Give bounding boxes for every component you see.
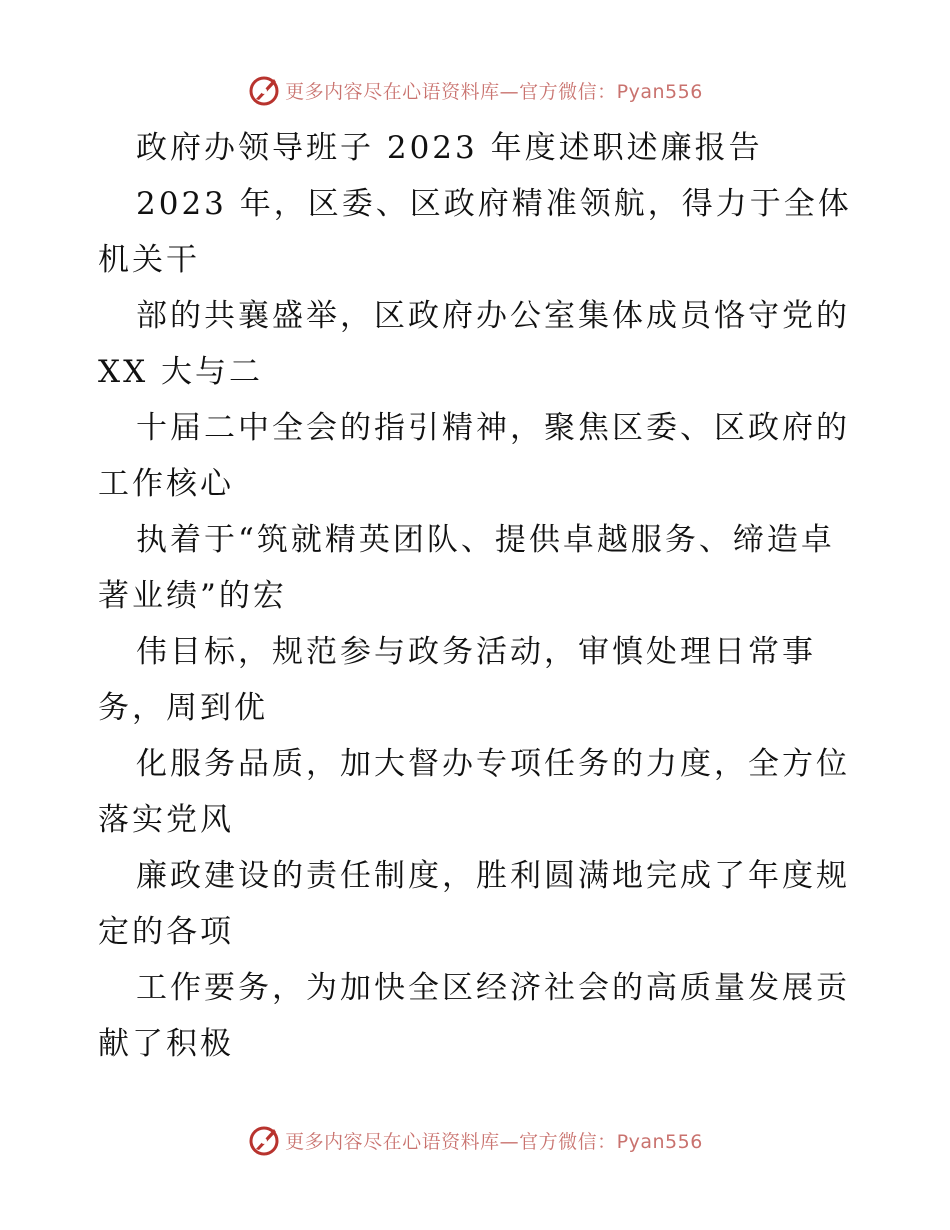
header-watermark-text: 更多内容尽在心语资料库—官方微信：Pyan556: [285, 80, 703, 103]
paragraph-line: 献了积极: [98, 1026, 234, 1062]
paragraph-line: 伟目标，规范参与政务活动，审慎处理日常事: [136, 634, 816, 670]
paragraph-line: 执着于“筑就精英团队、提供卓越服务、缔造卓: [136, 522, 835, 558]
paragraph-line: 务，周到优: [98, 690, 268, 726]
paragraph-line: XX 大与二: [98, 354, 263, 390]
quill-pen-logo-icon: [247, 1123, 281, 1157]
paragraph-line: 十届二中全会的指引精神，聚焦区委、区政府的: [136, 410, 850, 446]
paragraph-line: 定的各项: [98, 914, 234, 950]
footer-watermark-banner: [0, 1120, 950, 1160]
quill-pen-logo-icon: [247, 73, 281, 107]
document-title: 政府办领导班子 2023 年度述职述廉报告: [136, 130, 763, 166]
paragraph-line: 著业绩”的宏: [98, 578, 287, 614]
header-watermark-banner: [0, 70, 950, 110]
paragraph-line: 2023 年，区委、区政府精准领航，得力于全体: [136, 186, 852, 222]
paragraph-line: 工作要务，为加快全区经济社会的高质量发展贡: [136, 970, 850, 1006]
footer-watermark-text: 更多内容尽在心语资料库—官方微信：Pyan556: [285, 1130, 703, 1153]
paragraph-line: 化服务品质，加大督办专项任务的力度，全方位: [136, 746, 850, 782]
paragraph-line: 工作核心: [98, 466, 234, 502]
document-body: [98, 120, 858, 1072]
paragraph-line: 部的共襄盛举，区政府办公室集体成员恪守党的: [136, 298, 850, 334]
paragraph-line: 廉政建设的责任制度，胜利圆满地完成了年度规: [136, 858, 850, 894]
paragraph-line: 落实党风: [98, 802, 234, 838]
paragraph-line: 机关干: [98, 242, 200, 278]
